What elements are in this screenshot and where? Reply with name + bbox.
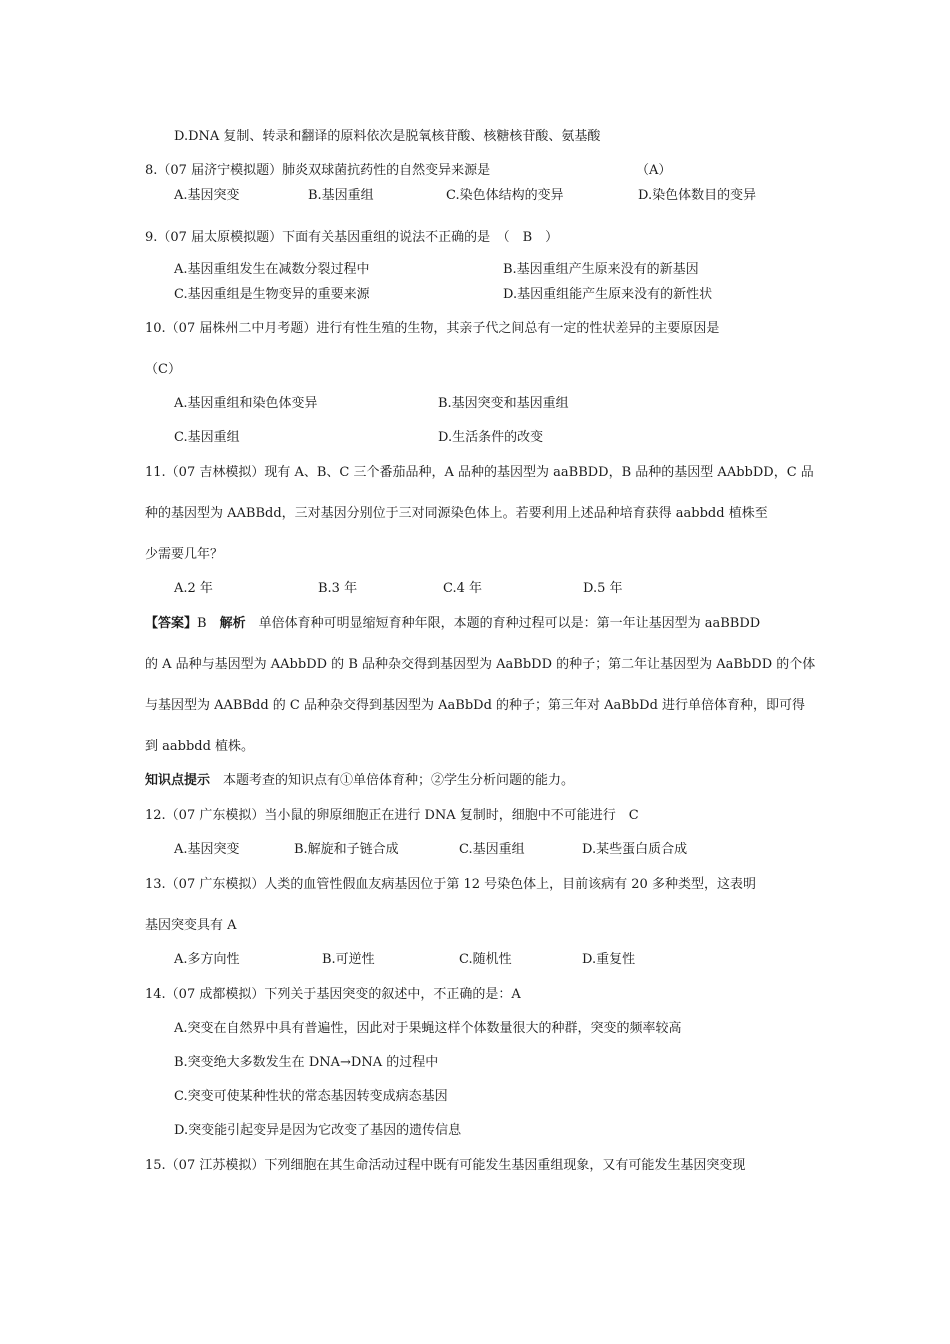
q11-answer-line [145, 615, 760, 633]
q12-option-c: C.基因重组 [459, 842, 525, 857]
tip-text: 本题考查的知识点有①单倍体育种；②学生分析问题的能力。 [210, 773, 575, 788]
answer-label: 【答案】 [145, 616, 198, 631]
q10-option-a: A.基因重组和染色体变异 [174, 396, 318, 411]
q8-option-c: C.染色体结构的变异 [446, 188, 564, 203]
q14-option-b: B.突变绝大多数发生在 DNA→DNA 的过程中 [174, 1055, 439, 1070]
q10-stem: 10.（07 届株州二中月考题）进行有性生殖的生物，其亲子代之间总有一定的性状差异的主要原因是 [145, 321, 720, 336]
q12-option-a: A.基因突变 [174, 842, 240, 857]
q11-option-c: C.4 年 [443, 581, 483, 596]
q9-option-c: C.基因重组是生物变异的重要来源 [174, 287, 370, 302]
q14-option-c: C.突变可使某种性状的常态基因转变成病态基因 [174, 1089, 448, 1104]
q10-option-c: C.基因重组 [174, 430, 240, 445]
q10-option-b: B.基因突变和基因重组 [438, 396, 569, 411]
q8-option-b: B.基因重组 [308, 188, 374, 203]
q11-option-a: A.2 年 [174, 581, 213, 596]
q9-stem: 9.（07 届太原模拟题）下面有关基因重组的说法不正确的是 （ B ） [145, 230, 559, 245]
q10-option-d: D.生活条件的改变 [438, 430, 544, 445]
q12-option-d: D.某些蛋白质合成 [582, 842, 688, 857]
q11-option-d: D.5 年 [583, 581, 623, 596]
q8-option-d: D.染色体数目的变异 [638, 188, 757, 203]
q11-analysis-line4: 到 aabbdd 植株。 [145, 739, 255, 754]
q8-stem: 8.（07 届济宁模拟题）肺炎双球菌抗药性的自然变异来源是 [145, 163, 491, 178]
q13-stem-line1: 13.（07 广东模拟）人类的血管性假血友病基因位于第 12 号染色体上，目前该病有 20 多种类型，这表明 [145, 877, 756, 892]
q13-stem-line2: 基因突变具有 A [145, 918, 237, 933]
q11-option-b: B.3 年 [318, 581, 358, 596]
analysis-label: 解析 [219, 616, 246, 631]
q14-option-d: D.突变能引起变异是因为它改变了基因的遗传信息 [174, 1123, 462, 1138]
q9-option-b: B.基因重组产生原来没有的新基因 [503, 262, 699, 277]
q13-option-b: B.可逆性 [322, 952, 375, 967]
q11-stem-line2: 种的基因型为 AABBdd，三对基因分别位于三对同源染色体上。若要利用上述品种培育获得 aabbdd 植株至 [145, 506, 768, 521]
answer-value: B [197, 616, 220, 631]
q13-option-c: C.随机性 [459, 952, 512, 967]
q14-option-a: A.突变在自然界中具有普遍性，因此对于果蝇这样个体数量很大的种群，突变的频率较高 [174, 1021, 682, 1036]
analysis-text: 单倍体育种可明显缩短育种年限，本题的育种过程可以是：第一年让基因型为 aaBBDD [245, 616, 761, 631]
q11-stem-line1: 11.（07 吉林模拟）现有 A、B、C 三个番茄品种，A 品种的基因型为 aaBBDD，B 品种的基因型 AAbbDD，C 品 [145, 465, 814, 480]
q9-option-d: D.基因重组能产生原来没有的新性状 [503, 287, 713, 302]
q11-analysis-line3: 与基因型为 AABBdd 的 C 品种杂交得到基因型为 AaBbDd 的种子；第三年对 AaBbDd 进行单倍体育种，即可得 [145, 698, 806, 713]
q8-answer: （A） [636, 163, 672, 178]
q10-answer: （C） [145, 362, 181, 377]
q7-option-d: D.DNA 复制、转录和翻译的原料依次是脱氧核苷酸、核糖核苷酸、氨基酸 [174, 129, 601, 144]
q14-stem: 14.（07 成都模拟）下列关于基因突变的叙述中，不正确的是：A [145, 987, 521, 1002]
q9-option-a: A.基因重组发生在减数分裂过程中 [174, 262, 370, 277]
q11-stem-line3: 少需要几年？ [145, 547, 224, 562]
q8-option-a: A.基因突变 [174, 188, 240, 203]
q12-option-b: B.解旋和子链合成 [294, 842, 399, 857]
q11-tip-line [145, 772, 574, 790]
q12-stem: 12.（07 广东模拟）当小鼠的卵原细胞正在进行 DNA 复制时，细胞中不可能进行 C [145, 808, 639, 823]
q15-stem: 15.（07 江苏模拟）下列细胞在其生命活动过程中既有可能发生基因重组现象，又有可能发生基因突变现 [145, 1158, 746, 1173]
q13-option-d: D.重复性 [582, 952, 636, 967]
q11-analysis-line2: 的 A 品种与基因型为 AAbbDD 的 B 品种杂交得到基因型为 AaBbDD 的种子；第二年让基因型为 AaBbDD 的个体 [145, 657, 816, 672]
q13-option-a: A.多方向性 [174, 952, 240, 967]
tip-label: 知识点提示 [145, 773, 211, 788]
